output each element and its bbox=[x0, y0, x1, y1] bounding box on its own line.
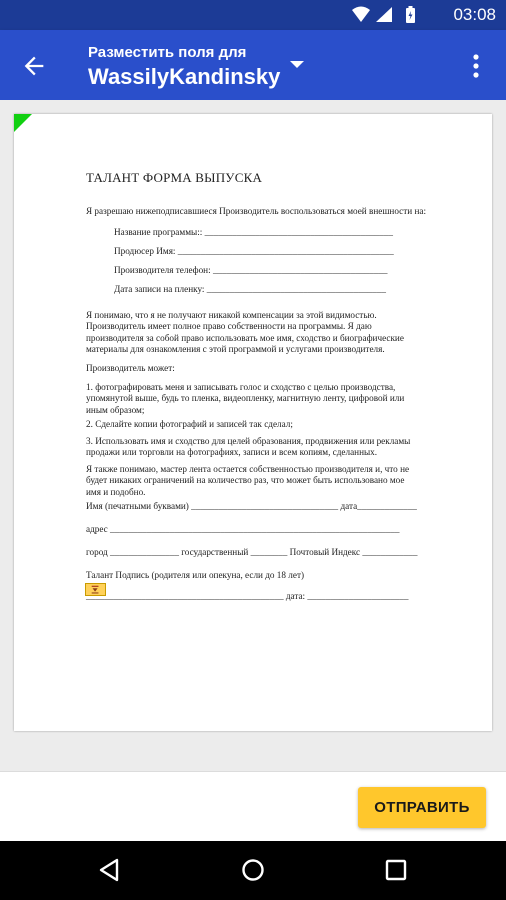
toolbar-title-recipient[interactable]: WassilyKandinsky bbox=[88, 64, 281, 89]
bottom-action-bar bbox=[0, 771, 506, 841]
field-producer-phone: Производителя телефон: ______________________________________ bbox=[114, 265, 388, 275]
document-intro: Я разрешаю нижеподписавшиеся Производитель воспользоваться моей внешности на: bbox=[86, 206, 427, 216]
nav-back-icon[interactable] bbox=[95, 855, 125, 885]
system-navigation-bar bbox=[0, 841, 506, 900]
field-program-name: Название программы:: _________________________________________ bbox=[114, 227, 393, 237]
dropdown-arrow-icon[interactable] bbox=[289, 60, 305, 70]
producer-may-heading: Производитель может: bbox=[86, 363, 175, 373]
signature-label: Талант Подпись (родителя или опекуна, если до 18 лет) bbox=[86, 570, 305, 580]
name-date-line: Имя (печатными буквами) ________________________________ дата_____________ bbox=[86, 501, 417, 511]
document-page[interactable] bbox=[14, 114, 492, 731]
status-bar bbox=[0, 0, 506, 30]
status-icons bbox=[350, 6, 434, 24]
list-item-1: 1. фотографировать меня и записывать голос и сходство с целью производства, упомянутой выше, будь то пленка, видеопленку, магнитную ленту, цифровой или иным образом; bbox=[86, 382, 405, 415]
more-vert-icon[interactable] bbox=[468, 52, 484, 80]
wifi-icon bbox=[352, 7, 370, 23]
address-line: адрес _______________________________________________________________ bbox=[86, 524, 400, 534]
list-item-3: 3. Использовать имя и сходство для целей образования, продвижения или рекламы продажи или торговли на фотографиях, записи и всем копиям, сделанных. bbox=[86, 436, 411, 458]
nav-recents-icon[interactable] bbox=[381, 855, 411, 885]
nav-home-icon[interactable] bbox=[238, 855, 268, 885]
toolbar-title-line1: Разместить поля для bbox=[88, 44, 247, 61]
status-time: 03:08 bbox=[453, 5, 496, 24]
document-viewer[interactable] bbox=[0, 100, 506, 771]
signature-date-line: ___________________________________________ дата: ______________________ bbox=[86, 591, 409, 601]
app-bar bbox=[0, 30, 506, 100]
field-recording-date: Дата записи на пленку: _______________________________________ bbox=[114, 284, 386, 294]
battery-icon bbox=[406, 6, 415, 23]
signal-icon bbox=[376, 7, 392, 22]
back-arrow-icon[interactable] bbox=[20, 52, 48, 80]
field-producer-name: Продюсер Имя: _______________________________________________ bbox=[114, 246, 394, 256]
paragraph-master-tape: Я также понимаю, мастер лента остается собственностью производителя и, что не будет никаких ограничений на количество раз, что может быть использовано мое имя и подобно. bbox=[86, 464, 410, 497]
send-button[interactable]: ОТПРАВИТЬ bbox=[358, 787, 486, 828]
paragraph-compensation: Я понимаю, что я не получают никакой компенсации за этой видимостью. Производитель имеет полное право собственности на программы. Я даю производителя за собой право использовать мое имя, сходство и биографические материалы для ознакомления с этой программой и услугами производителя. bbox=[86, 310, 404, 355]
page-corner-marker bbox=[14, 114, 32, 132]
document-title: ТАЛАНТ ФОРМА ВЫПУСКА bbox=[86, 170, 263, 185]
city-state-zip-line: город _______________ государственный ________ Почтовый Индекс ____________ bbox=[86, 547, 418, 557]
list-item-2: 2. Сделайте копии фотографий и записей так сделал; bbox=[86, 419, 293, 429]
